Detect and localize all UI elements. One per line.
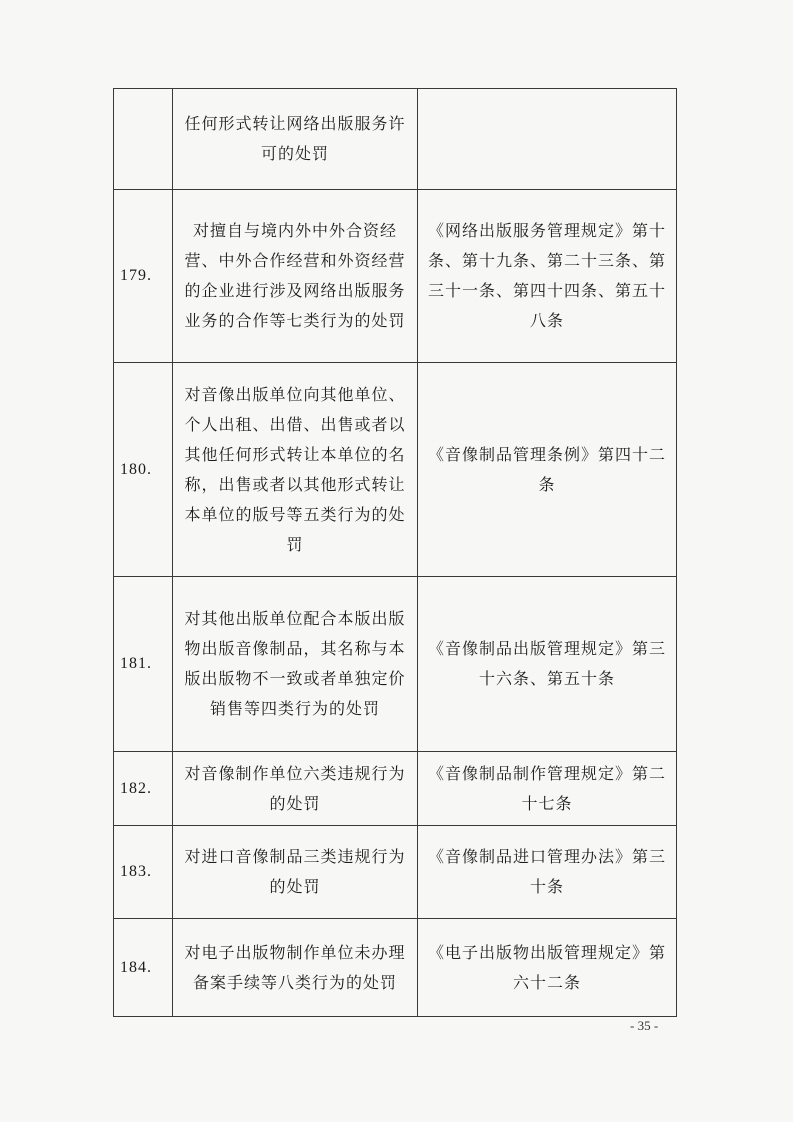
legal-basis: 《音像制品进口管理办法》第三十条 xyxy=(418,826,677,919)
table-row xyxy=(114,190,677,363)
row-number: 179. xyxy=(114,190,173,363)
legal-basis: 《音像制品出版管理规定》第三十六条、第五十条 xyxy=(418,577,677,752)
row-number xyxy=(114,89,173,190)
row-number: 184. xyxy=(114,919,173,1017)
penalty-item: 对擅自与境内外中外合资经营、中外合作经营和外资经营的企业进行涉及网络出版服务业务的合作等七类行为的处罚 xyxy=(173,190,418,363)
legal-basis: 《音像制品管理条例》第四十二条 xyxy=(418,363,677,577)
table-row xyxy=(114,577,677,752)
table-row xyxy=(114,826,677,919)
penalty-item: 对进口音像制品三类违规行为的处罚 xyxy=(173,826,418,919)
legal-basis: 《音像制品制作管理规定》第二十七条 xyxy=(418,752,677,826)
row-number: 180. xyxy=(114,363,173,577)
legal-basis xyxy=(418,89,677,190)
penalty-item: 任何形式转让网络出版服务许可的处罚 xyxy=(173,89,418,190)
table-row xyxy=(114,752,677,826)
penalty-item: 对电子出版物制作单位未办理备案手续等八类行为的处罚 xyxy=(173,919,418,1017)
table-row xyxy=(114,919,677,1017)
row-number: 182. xyxy=(114,752,173,826)
row-number: 183. xyxy=(114,826,173,919)
legal-basis: 《网络出版服务管理规定》第十条、第十九条、第二十三条、第三十一条、第四十四条、第五十八条 xyxy=(418,190,677,363)
row-number: 181. xyxy=(114,577,173,752)
table-row xyxy=(114,89,677,190)
legal-basis: 《电子出版物出版管理规定》第六十二条 xyxy=(418,919,677,1017)
penalty-item: 对其他出版单位配合本版出版物出版音像制品，其名称与本版出版物不一致或者单独定价销售等四类行为的处罚 xyxy=(173,577,418,752)
table-row xyxy=(114,363,677,577)
penalty-table xyxy=(113,88,677,1017)
penalty-item: 对音像出版单位向其他单位、个人出租、出借、出售或者以其他任何形式转让本单位的名称，出售或者以其他形式转让本单位的版号等五类行为的处罚 xyxy=(173,363,418,577)
penalty-item: 对音像制作单位六类违规行为的处罚 xyxy=(173,752,418,826)
page-number: - 35 - xyxy=(630,1018,659,1033)
